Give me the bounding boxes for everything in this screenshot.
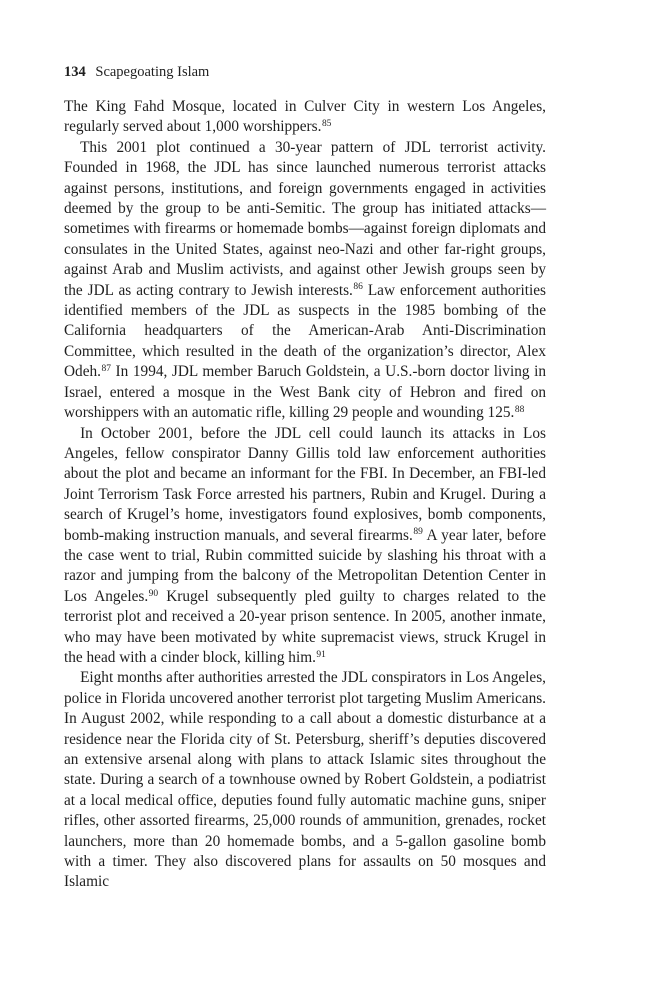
paragraph-text: In 1994, JDL member Baruch Goldstein, a U.S.-born doctor living in Israel, entered a mosque in the West Bank city of Hebron and fired on worshippers with an automatic rifle, killing 29 people and wounding 125. [64,363,546,422]
paragraph-text: In October 2001, before the JDL cell could launch its attacks in Los Angeles, fellow conspirator Danny Gillis told law enforcement authorities about the plot and became an informant for the FBI. In December, an FBI-led Joint Terrorism Task Force arrested his partners, Rubin and Krugel. During a search of Krugel’s home, investigators found explosives, bomb components, bomb-making instruction manuals, and several firearms. [64,424,546,544]
paragraph-text: A year later, before the case went to trial, Rubin committed suicide by slashing his throat with a razor and jumping from the balcony of the Metropolitan Detention Center in Los Angeles. [64,526,546,605]
paragraph [64,668,546,892]
footnote-marker: 89 [413,527,423,538]
page-number: 134 [64,64,86,80]
paragraph [64,138,546,424]
book-page [64,62,546,893]
paragraph [64,97,546,138]
paragraph-text: Krugel subsequently pled guilty to charges related to the terrorist plot and received a 20-year prison sentence. In 2005, another inmate, who may have been motivated by white supremacist views, struck Krugel in the head with a cinder block, killing him. [64,587,546,666]
book-title: Scapegoating Islam [95,64,210,80]
footnote-marker: 88 [514,404,525,415]
footnote-marker: 85 [321,119,332,130]
paragraph-text: This 2001 plot continued a 30-year pattern of JDL terrorist activity. Founded in 1968, the JDL has since launched numerous terrorist attacks against persons, institutions, and foreign governments engaged in activities deemed by the group to be anti-Semitic. The group has initiated attacks—sometimes with firearms or homemade bombs—against foreign diplomats and consulates in the United States, against neo-Nazi and other far-right groups, against Arab and Muslim activists, and against other Jewish groups seen by the JDL as acting contrary to Jewish interests. [64,138,546,299]
footnote-marker: 90 [148,588,159,599]
footnote-marker: 87 [101,364,111,375]
paragraph-text: The King Fahd Mosque, located in Culver City in western Los Angeles, regularly served about 1,000 worshippers. [64,98,546,136]
body-text [64,97,546,893]
paragraph-text: Eight months after authorities arrested the JDL conspirators in Los Angeles, police in Florida uncovered another terrorist plot targeting Muslim Americans. In August 2002, while responding to a call about a domestic disturbance at a residence near the Florida city of St. Petersburg, sheriff’s deputies discovered an extensive arsenal along with plans to attack Islamic sites throughout the state. During a search of a townhouse owned by Robert Goldstein, a podiatrist at a local medical office, deputies found fully automatic machine guns, sniper rifles, other assorted firearms, 25,000 rounds of ammunition, grenades, rocket launchers, more than 20 homemade bombs, and a 5-gallon gasoline bomb with a timer. They also discovered plans for assaults on 50 mosques and Islamic [64,669,546,891]
running-head [64,62,546,82]
footnote-marker: 86 [353,282,363,293]
paragraph-text: Law enforcement authorities identified members of the JDL as suspects in the 1985 bombing of the California headquarters of the American-Arab Anti-Discrimination Committee, which resulted in the death of the organization’s director, Alex Odeh. [64,281,547,381]
paragraph [64,424,546,669]
footnote-marker: 91 [316,649,326,660]
